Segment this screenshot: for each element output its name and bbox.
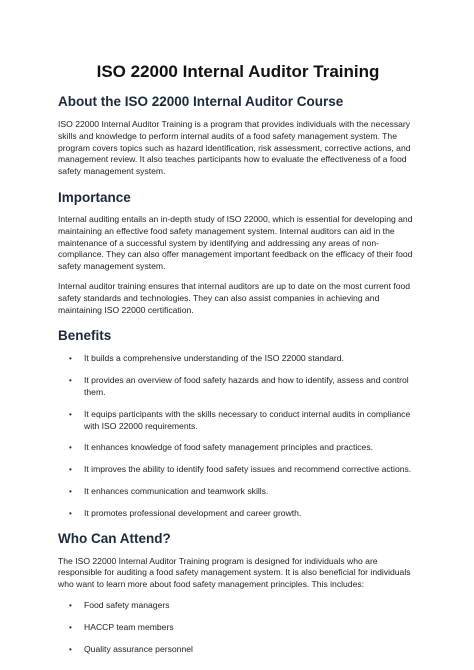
benefit-text: It builds a comprehensive understanding of the ISO 22000 standard. — [84, 353, 344, 364]
bullet-icon: • — [69, 644, 72, 654]
benefit-item — [58, 409, 418, 433]
bullet-icon: • — [69, 622, 72, 632]
attendee-text: Food safety managers — [84, 599, 170, 610]
who-can-attend-paragraph: The ISO 22000 Internal Auditor Training program is designed for individuals who are responsible for auditing a food safety management system. It is also beneficial for individuals who want to learn more about food safety management principles. This includes: — [58, 555, 411, 590]
bullet-icon: • — [69, 600, 72, 610]
bullet-icon: • — [69, 508, 72, 518]
attendee-item — [58, 600, 418, 612]
importance-paragraph-1: Internal auditing entails an in-depth study of ISO 22000, which is essential for developing and maintaining an effective food safety management system. Internal auditors can aid in the maintenance of a successful system by identifying and addressing any areas of non-compliance. They can also offer management important feedback on the efficacy of their food safety management system. — [58, 213, 413, 272]
attendee-text: HACCP team members — [84, 621, 174, 632]
bullet-icon: • — [69, 486, 72, 496]
benefit-item — [58, 442, 418, 454]
benefit-item — [58, 464, 418, 476]
attendee-list — [58, 600, 418, 655]
benefit-item — [58, 486, 418, 498]
attendee-text: Quality assurance personnel — [84, 643, 193, 654]
benefits-list — [58, 353, 418, 519]
benefit-text: It provides an overview of food safety hazards and how to identify, assess and control them. — [84, 375, 409, 397]
page-title: ISO 22000 Internal Auditor Training — [96, 62, 380, 81]
who-can-attend-heading: Who Can Attend? — [58, 530, 171, 546]
bullet-icon: • — [69, 354, 72, 364]
bullet-icon: • — [69, 443, 72, 453]
benefit-item — [58, 375, 418, 399]
benefit-item — [58, 353, 418, 365]
benefit-text: It promotes professional development and career growth. — [84, 507, 302, 518]
benefit-text: It equips participants with the skills necessary to conduct internal audits in compliance with ISO 22000 requirements. — [84, 408, 411, 431]
importance-paragraph-2: Internal auditor training ensures that internal auditors are up to date on the most current food safety standards and technologies. They can also assist companies in achieving and maintaining ISO 22000 certification. — [58, 280, 411, 315]
benefits-heading: Benefits — [58, 328, 112, 344]
attendee-item — [58, 644, 418, 656]
bullet-icon: • — [69, 465, 72, 475]
about-paragraph: ISO 22000 Internal Auditor Training is a program that provides individuals with the necessary skills and knowledge to perform internal audits of a food safety management system. The program covers topics such as hazard identification, risk assessment, corrective actions, and management review. It also teaches participants how to evaluate the effectiveness of a food safety management system. — [58, 119, 411, 177]
about-heading: About the ISO 22000 Internal Auditor Course — [58, 94, 344, 109]
importance-heading: Importance — [58, 189, 131, 205]
benefit-text: It enhances knowledge of food safety management principles and practices. — [84, 442, 374, 453]
benefit-text: It improves the ability to identify food safety issues and recommend corrective actions. — [84, 464, 412, 475]
benefit-item — [58, 508, 418, 520]
attendee-item — [58, 622, 418, 634]
benefit-text: It enhances communication and teamwork skills. — [84, 485, 269, 496]
bullet-icon: • — [69, 376, 72, 386]
bullet-icon: • — [69, 409, 72, 419]
